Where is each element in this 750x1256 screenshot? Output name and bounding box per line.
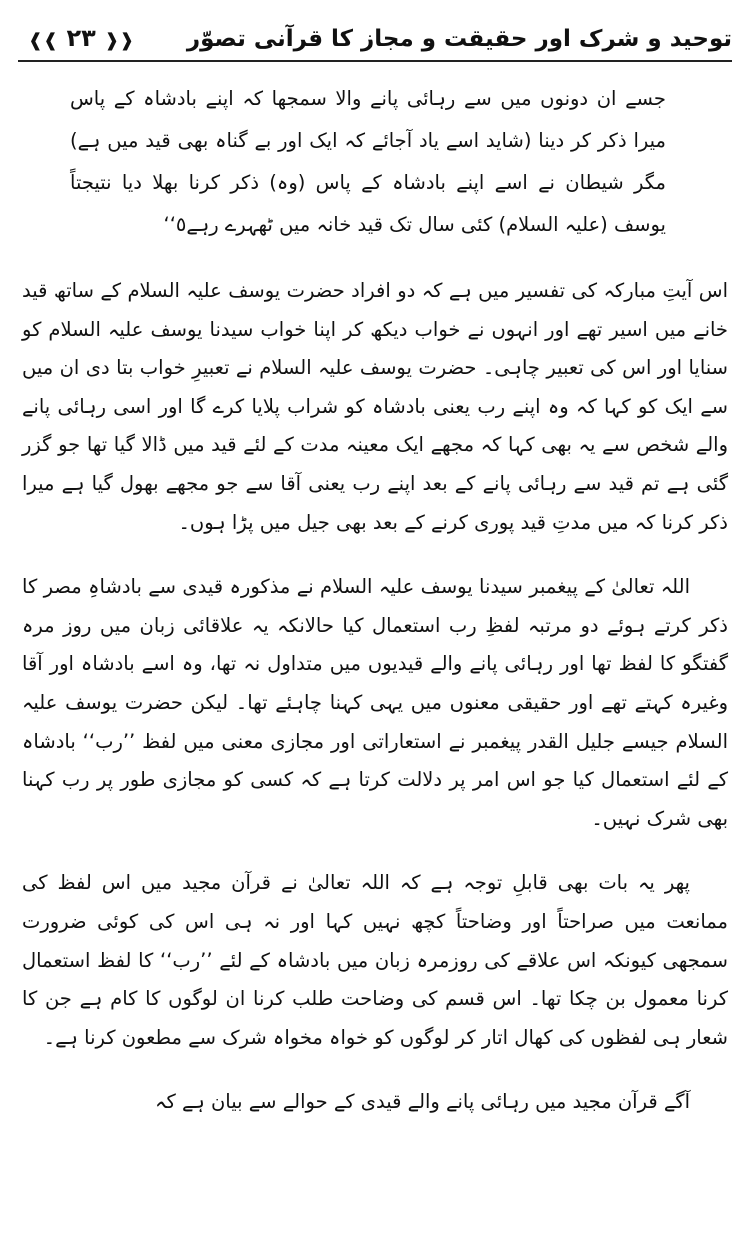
running-title: توحید و شرک اور حقیقت و مجاز کا قرآنی تصوّر (186, 26, 732, 52)
header-rule (18, 60, 732, 62)
page-number-box (28, 24, 134, 52)
page-number: ۲۳ (66, 24, 96, 52)
ornament-right-icon: ❱❱ (104, 30, 135, 51)
paragraph-1: اس آیتِ مبارکہ کی تفسیر میں ہے کہ دو افراد حضرت یوسف علیہ السلام کے ساتھ قید خانے میں اسیر تھے اور انہوں نے خواب دیکھ کر اپنا خواب سیدنا یوسف علیہ السلام کو سنایا اور اس کی تعبیر چاہی۔ حضرت یوسف علیہ السلام نے تعبیرِ خواب بتا دی ان میں سے ایک کو کہا کہ وہ اپنے رب یعنی بادشاہ کو شراب پلایا کرے گا اور اسی رہائی پانے والے شخص سے یہ بھی کہا کہ مجھے ایک معینہ مدت کے لئے قید میں ڈالا گیا تھا جو گزر گئی ہے تم قید سے رہائی پانے کے بعد اپنے رب یعنی آقا سے جو مجھے بھول گیا ہے میرا ذکر کرنا کہ میں مدتِ قید پوری کرنے کے بعد بھی جیل میں پڑا ہوں۔ (22, 279, 728, 534)
ornament-left-icon: ❰❰ (28, 30, 59, 51)
body-text (22, 78, 728, 1122)
quoted-verse: جسے ان دونوں میں سے رہائی پانے والا سمجھا کہ اپنے بادشاہ کے پاس میرا ذکر کر دینا (شاید اسے یاد آجائے کہ ایک اور بے گناہ بھی قید میں ہے) مگر شیطان نے اسے اپنے بادشاہ کے پاس (وہ) ذکر کرنا بھلا دیا نتیجتاً یوسف (علیہ السلام) کئی سال تک قید خانہ میں ٹھہرے رہے٥‘‘ (70, 87, 666, 236)
page-header (18, 22, 732, 64)
paragraph-3: پھر یہ بات بھی قابلِ توجہ ہے کہ اللہ تعالیٰ نے قرآن مجید میں اس لفظ کی ممانعت میں صراحتاً اور وضاحتاً کچھ نہیں کہا اور نہ ہی اس کی کوئی ضرورت سمجھی کیونکہ اس علاقے کی روزمرہ زبان میں بادشاہ کے لئے ’’رب‘‘ کا لفظ استعمال کرنا معمول بن چکا تھا۔ اس قسم کی وضاحت طلب کرنا ان لوگوں کا کام ہے جن کا شعار ہی لفظوں کی کھال اتار کر لوگوں کو خواہ مخواہ شرک سے مطعون کرنا ہے۔ (22, 871, 728, 1049)
paragraph-2: اللہ تعالیٰ کے پیغمبر سیدنا یوسف علیہ السلام نے مذکورہ قیدی سے بادشاہِ مصر کا ذکر کرتے ہوئے دو مرتبہ لفظِ رب استعمال کیا حالانکہ یہ علاقائی زبان میں روز مرہ گفتگو کا لفظ تھا اور رہائی پانے والے قیدیوں میں متداول نہ تھا، وہ اسے بادشاہ اور آقا وغیرہ کہتے تھے اور حقیقی معنوں میں یہی کہنا چاہئے تھا۔ لیکن حضرت یوسف علیہ السلام جیسے جلیل القدر پیغمبر نے استعاراتی اور مجازی معنی میں لفظ ’’رب‘‘ بادشاہ کے لئے استعمال کیا جو اس امر پر دلالت کرتا ہے کہ کسی کو مجازی طور پر رب کہنا بھی شرک نہیں۔ (22, 575, 728, 830)
paragraph-4: آگے قرآن مجید میں رہائی پانے والے قیدی کے حوالے سے بیان ہے کہ (155, 1090, 690, 1114)
